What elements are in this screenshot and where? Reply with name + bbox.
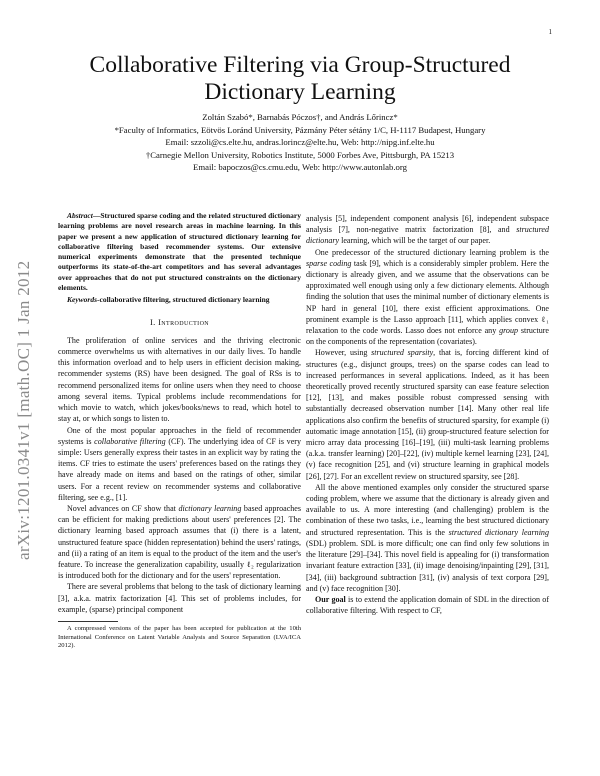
paragraph-text: Novel advances on CF show that — [67, 503, 179, 513]
abstract-text: —Structured sparse coding and the related structured dictionary learning problems are novel research areas in machine learning. In this paper we present a new application of structured dictionary learning for collaborative filtering based recommender systems. Our extensive numerical experiments demonstrate that the presented technique outperforms its state-of-the-art competitors and has several advantages over approaches that do not put structured constraints on the dictionary elements. — [58, 211, 301, 293]
email-line-1: Email: szzoli@cs.elte.hu, andras.lorincz@elte.hu, Web: http://nipg.inf.elte.hu — [165, 137, 435, 148]
affiliation-1: *Faculty of Informatics, Eötvös Loránd University, Pázmány Péter sétány 1/C, H-1117 Budapest, Hungary — [114, 124, 486, 135]
arxiv-stamp: arXiv:1201.0341v1 [math.OC] 1 Jan 2012 — [14, 260, 33, 560]
paragraph-text: , that is, forcing different kind of structures (e.g., disjunct groups, trees) on the sparse codes can lead to increased performances in several applications. Indeed, as it has been theoretically proved recently structured sparsity can ease feature selection [12], [13], and makes possible robust compressed sensing with substantially decreased observation number [14]. Many other real life applications also confirm the benefits of structured sparsity, for example (i) automatic image annotation [15], (ii) group-structured feature selection for micro array data processing [16]–[19], (iii) multi-task learning problems (a.k.a. transfer learning) [20]–[22], (iv) multiple kernel learning [23], [24], (v) face recognition [25], and (vi) structure learning in graphical models [26], [27]. For an excellent review on structured sparsity, see [28]. — [306, 348, 549, 481]
author-block — [60, 111, 540, 174]
emphasis-text: dictionary learning — [178, 503, 242, 513]
emphasis-text: sparse coding — [306, 258, 352, 268]
abstract — [58, 211, 301, 293]
body-paragraph-2 — [306, 247, 549, 348]
paragraph-text: However, using — [315, 348, 372, 358]
emphasis-text: structured sparsity — [371, 348, 434, 358]
left-column — [58, 211, 301, 651]
footnote-rule — [58, 621, 118, 622]
paragraph-text: task [9], which is a considerably simpler problem. Here the dictionary is already given, and we assume that the observations can be approximated well enough using only a few dictionary elements. Although finding the solution that uses the minimal number of dictionary elements is NP hard in general [10], there exist efficient approximations. One prominent example is the Lasso approach [11], which applies convex ℓ₁ relaxation to the code words. Lasso does not enforce any — [306, 258, 549, 336]
keywords-text: -collaborative filtering, structured dictionary learning — [97, 295, 270, 305]
abstract-lead: Abstract — [67, 211, 93, 220]
paragraph-text: learning, which will be the target of our paper. — [339, 236, 491, 246]
paragraph-text: (SDL) problem. SDL is more difficult; one can find only few solutions in the literature [29]–[34]. This novel field is appealing for (i) transformation invariant feature extraction [33], (ii) image denoising/inpainting [29], [31], [34], (iii) background subtraction [31], (iv) analysis of text corpora [29], and (v) face recognition [30]. — [306, 538, 549, 593]
paragraph-text: All the above mentioned examples only consider the structured sparse coding problem, where we assume that the dictionary is already given and available to us. A more interesting (and challenging) problem is the combination of these two tasks, i.e., learning the best structured dictionary and structured representation. This is the — [306, 482, 549, 537]
keywords — [58, 295, 301, 305]
intro-paragraph-2 — [58, 425, 301, 503]
paragraph-text: One predecessor of the structured dictionary learning problem is the — [315, 247, 549, 257]
title-line-2: Dictionary Learning — [204, 79, 396, 105]
page-number: 1 — [548, 28, 552, 36]
footnote: A compressed versions of the paper has been accepted for publication at the 10th International Conference on Latent Variable Analysis and Source Separation (LVA/ICA 2012). — [58, 624, 301, 650]
author-names: Zoltán Szabó*, Barnabás Póczos†, and András Lőrincz* — [202, 112, 398, 122]
keywords-lead: Keywords — [67, 295, 97, 305]
emphasis-text: structured dictionary learning — [448, 527, 549, 537]
paragraph-text: (CF). The underlying idea of CF is very simple: Users generally express their tastes in an explicit way by rating the items. CF tries to estimate the users' preferences based on the ratings they have already made on items and based on the ratings of other, similar users. For a recent review on recommender systems and collaborative filtering, see e.g., [1]. — [58, 436, 301, 502]
emphasis-text: structured dictionary — [306, 225, 549, 246]
email-line-2: Email: bapoczos@cs.cmu.edu, Web: http://www.autonlab.org — [193, 162, 407, 173]
emphasis-text: collaborative filtering — [94, 436, 166, 446]
body-paragraph-3 — [306, 347, 549, 481]
body-paragraph-1 — [306, 213, 549, 247]
intro-paragraph-3 — [58, 503, 301, 581]
right-column — [306, 213, 549, 616]
body-paragraph-4 — [306, 482, 549, 594]
emphasis-text: group — [499, 326, 518, 336]
paragraph-text: structure on the components of the representation (covariates). — [306, 326, 549, 347]
section-heading: I. Introduction — [149, 317, 210, 327]
title-line-1: Collaborative Filtering via Group-Structured — [89, 52, 511, 78]
paragraph-text: based approaches can be efficient for making predictions about users' preferences [2]. The dictionary learning based approach assumes that (i) there is a latent, unstructured feature space (hidden representation) behind the users' ratings, and (ii) a rating of an item is equal to the product of the item and the user's feature. To increase the generalization capability, usually ℓ₂ regularization is introduced both for the dictionary and for the users' representation. — [58, 503, 301, 581]
body-paragraph-5 — [306, 594, 549, 616]
affiliation-2: †Carnegie Mellon University, Robotics Institute, 5000 Forbes Ave, Pittsburgh, PA 15213 — [145, 149, 455, 160]
intro-paragraph-1: The proliferation of online services and the thriving electronic commerce overwhelms us with alternatives in our daily lives. To handle this information overload and to help users in efficient decision making, recommender systems (RS) have been designed. The goal of RSs is to recommend personalized items for online users when they need to choose among several items. Typical problems include recommendations for which movie to watch, which jokes/books/news to read, which hotel to stay at, or which songs to listen to. — [58, 335, 301, 424]
paper-title — [60, 52, 540, 106]
paragraph-text: analysis [5], independent component analysis [6], independent subspace analysis [7], non-negative matrix factorization [8], and — [306, 214, 549, 235]
intro-paragraph-4: There are several problems that belong to the task of dictionary learning [3], a.k.a. matrix factorization [4]. This set of problems includes, for example, (sparse) principal component — [58, 582, 301, 614]
strong-text: Our goal — [315, 594, 346, 604]
paragraph-text: is to extend the application domain of SDL in the direction of collaborative filtering. With respect to CF, — [306, 594, 550, 616]
paragraph-text: One of the most popular approaches in the field of recommender systems is — [58, 425, 301, 446]
